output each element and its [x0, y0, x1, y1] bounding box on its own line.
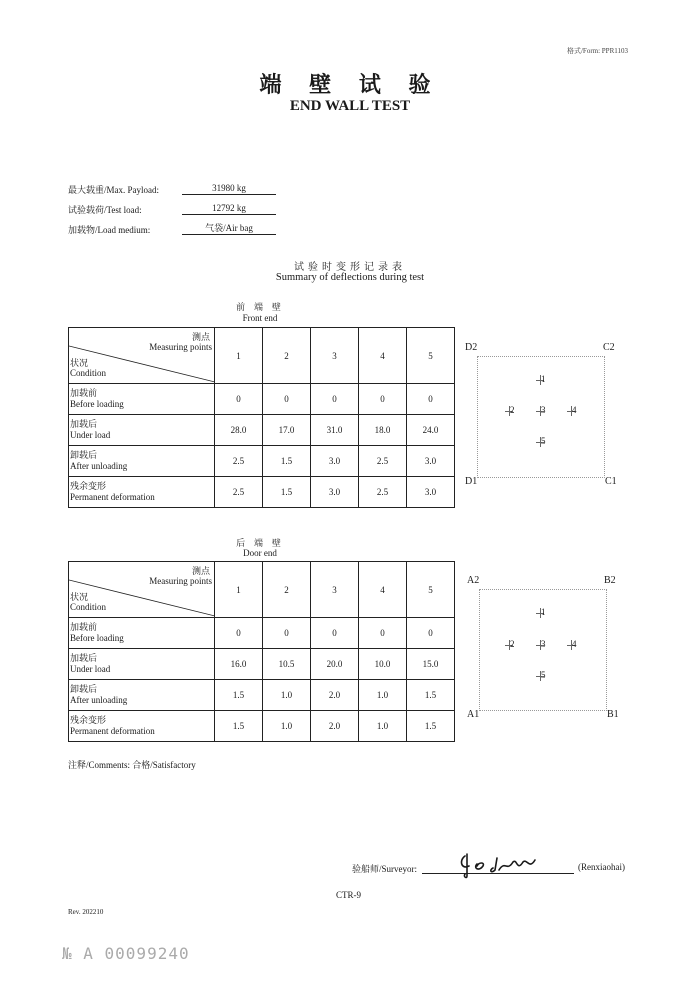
cell-value: 3.0: [311, 446, 359, 477]
cell-value: 2.0: [311, 711, 359, 742]
cell-value: 1.5: [263, 477, 311, 508]
door-end-table: [68, 561, 455, 742]
point-label-3: 3: [541, 405, 546, 415]
cell-value: 20.0: [311, 649, 359, 680]
cell-value: 0: [407, 384, 455, 415]
cell-value: 2.0: [311, 680, 359, 711]
condition-label-cn: 状况: [70, 593, 89, 603]
condition-label-en: Condition: [70, 602, 107, 612]
cell-value: 15.0: [407, 649, 455, 680]
point-header-5: 5: [407, 562, 455, 618]
door-end-title-english: Door end: [243, 548, 277, 558]
row-label-en: After unloading: [70, 461, 128, 471]
point-label-3: 3: [541, 639, 546, 649]
load-medium-value: 气袋/Air bag: [182, 223, 276, 235]
corner-label-b2: B2: [604, 575, 616, 586]
point-label-2: 2: [510, 639, 515, 649]
corner-label-a2: A2: [467, 575, 480, 586]
cell-value: 3.0: [407, 477, 455, 508]
cell-value: 2.5: [359, 446, 407, 477]
serial-number: № A 00099240: [62, 944, 190, 963]
table-header-row: [69, 328, 455, 384]
cell-value: 17.0: [263, 415, 311, 446]
table-row: [69, 711, 455, 742]
cell-value: 0: [311, 618, 359, 649]
measuring-points-label-en: Measuring points: [149, 342, 212, 352]
point-label-5: 5: [541, 670, 546, 680]
cell-value: 10.0: [359, 649, 407, 680]
row-label-en: Under load: [70, 664, 111, 674]
condition-label-en: Condition: [70, 368, 107, 378]
max-payload-value: 31980 kg: [182, 183, 276, 195]
corner-label-c1: C1: [605, 476, 617, 487]
cell-value: 16.0: [215, 649, 263, 680]
comments: 注释/Comments: 合格/Satisfactory: [68, 760, 196, 770]
cell-value: 3.0: [311, 477, 359, 508]
cell-value: 28.0: [215, 415, 263, 446]
point-header-4: 4: [359, 562, 407, 618]
point-header-5: 5: [407, 328, 455, 384]
point-label-5: 5: [541, 436, 546, 446]
cell-value: 1.5: [407, 711, 455, 742]
corner-label-c2: C2: [603, 342, 615, 353]
cell-value: 18.0: [359, 415, 407, 446]
row-label: [69, 680, 215, 711]
front-end-table: [68, 327, 455, 508]
title-chinese: 端 壁 试 验: [259, 73, 441, 98]
cell-value: 24.0: [407, 415, 455, 446]
cell-value: 2.5: [359, 477, 407, 508]
row-label: [69, 384, 215, 415]
point-label-2: 2: [510, 405, 515, 415]
point-header-4: 4: [359, 328, 407, 384]
cell-value: 1.0: [263, 680, 311, 711]
row-label-en: Permanent deformation: [70, 492, 155, 502]
header-diagonal-cell: [69, 328, 215, 384]
row-label-cn: 加载后: [70, 419, 98, 429]
row-label-cn: 加载前: [70, 622, 98, 632]
point-label-4: 4: [572, 639, 577, 649]
point-header-3: 3: [311, 562, 359, 618]
surveyor-signature: [455, 850, 551, 880]
load-medium-label: 加载物/Load medium:: [68, 225, 151, 235]
row-label-cn: 残余变形: [70, 715, 107, 725]
cell-value: 0: [311, 384, 359, 415]
table-row: [69, 649, 455, 680]
cell-value: 3.0: [407, 446, 455, 477]
cell-value: 0: [263, 384, 311, 415]
cell-value: 0: [407, 618, 455, 649]
row-label-en: Under load: [70, 430, 111, 440]
header-diagonal-cell: [69, 562, 215, 618]
document-code: CTR-9: [336, 890, 362, 900]
row-label: [69, 446, 215, 477]
door-end-measuring-diagram: [467, 575, 627, 725]
row-label-en: Before loading: [70, 399, 124, 409]
cell-value: 1.5: [215, 680, 263, 711]
cell-value: 31.0: [311, 415, 359, 446]
front-end-title-english: Front end: [242, 313, 278, 323]
table-row: [69, 477, 455, 508]
test-load-label: 试验载荷/Test load:: [68, 205, 142, 215]
row-label-cn: 加载前: [70, 388, 98, 398]
corner-label-a1: A1: [467, 709, 480, 720]
summary-title-chinese: 试验时变形记录表: [294, 262, 406, 273]
title-english: END WALL TEST: [289, 98, 411, 114]
condition-label-cn: 状况: [70, 359, 89, 369]
cell-value: 0: [359, 618, 407, 649]
row-label-en: Before loading: [70, 633, 124, 643]
test-load-value: 12792 kg: [182, 203, 276, 215]
cell-value: 1.5: [407, 680, 455, 711]
corner-label-b1: B1: [607, 709, 619, 720]
row-label-en: Permanent deformation: [70, 726, 155, 736]
cell-value: 1.5: [263, 446, 311, 477]
front-end-title-chinese: 前 端 壁: [236, 303, 284, 313]
measuring-points-label-en: Measuring points: [149, 576, 212, 586]
row-label-cn: 卸载后: [70, 450, 98, 460]
cell-value: 0: [215, 618, 263, 649]
cell-value: 0: [263, 618, 311, 649]
row-label: [69, 415, 215, 446]
corner-label-d2: D2: [465, 342, 478, 353]
summary-title-english: Summary of deflections during test: [275, 272, 425, 283]
surveyor-label: 验船师/Surveyor:: [352, 864, 417, 874]
table-row: [69, 446, 455, 477]
row-label: [69, 477, 215, 508]
form-number: 格式/Form: PPR1103: [566, 47, 628, 55]
surveyor-name: (Renxiaohai): [578, 862, 625, 872]
point-label-1: 1: [541, 607, 546, 617]
cell-value: 2.5: [215, 477, 263, 508]
row-label: [69, 711, 215, 742]
measuring-points-label-cn: 测点: [191, 567, 210, 577]
cell-value: 1.5: [215, 711, 263, 742]
cell-value: 1.0: [263, 711, 311, 742]
measuring-points-label-cn: 测点: [191, 333, 210, 343]
table-row: [69, 680, 455, 711]
point-header-1: 1: [215, 328, 263, 384]
cell-value: 0: [359, 384, 407, 415]
table-header-row: [69, 562, 455, 618]
corner-label-d1: D1: [465, 476, 478, 487]
row-label-cn: 加载后: [70, 653, 98, 663]
table-row: [69, 415, 455, 446]
door-end-title-chinese: 后 端 壁: [236, 539, 284, 549]
point-header-2: 2: [263, 328, 311, 384]
row-label: [69, 618, 215, 649]
point-header-3: 3: [311, 328, 359, 384]
row-label-cn: 残余变形: [70, 481, 107, 491]
front-end-measuring-diagram: [465, 342, 625, 492]
point-header-2: 2: [263, 562, 311, 618]
max-payload-label: 最大载重/Max. Payload:: [68, 185, 159, 195]
row-label-cn: 卸载后: [70, 684, 98, 694]
point-header-1: 1: [215, 562, 263, 618]
point-label-1: 1: [541, 374, 546, 384]
cell-value: 10.5: [263, 649, 311, 680]
table-row: [69, 618, 455, 649]
row-label-en: After unloading: [70, 695, 128, 705]
cell-value: 1.0: [359, 711, 407, 742]
revision: Rev. 202210: [68, 908, 104, 916]
row-label: [69, 649, 215, 680]
table-row: [69, 384, 455, 415]
cell-value: 1.0: [359, 680, 407, 711]
cell-value: 0: [215, 384, 263, 415]
cell-value: 2.5: [215, 446, 263, 477]
point-label-4: 4: [572, 405, 577, 415]
